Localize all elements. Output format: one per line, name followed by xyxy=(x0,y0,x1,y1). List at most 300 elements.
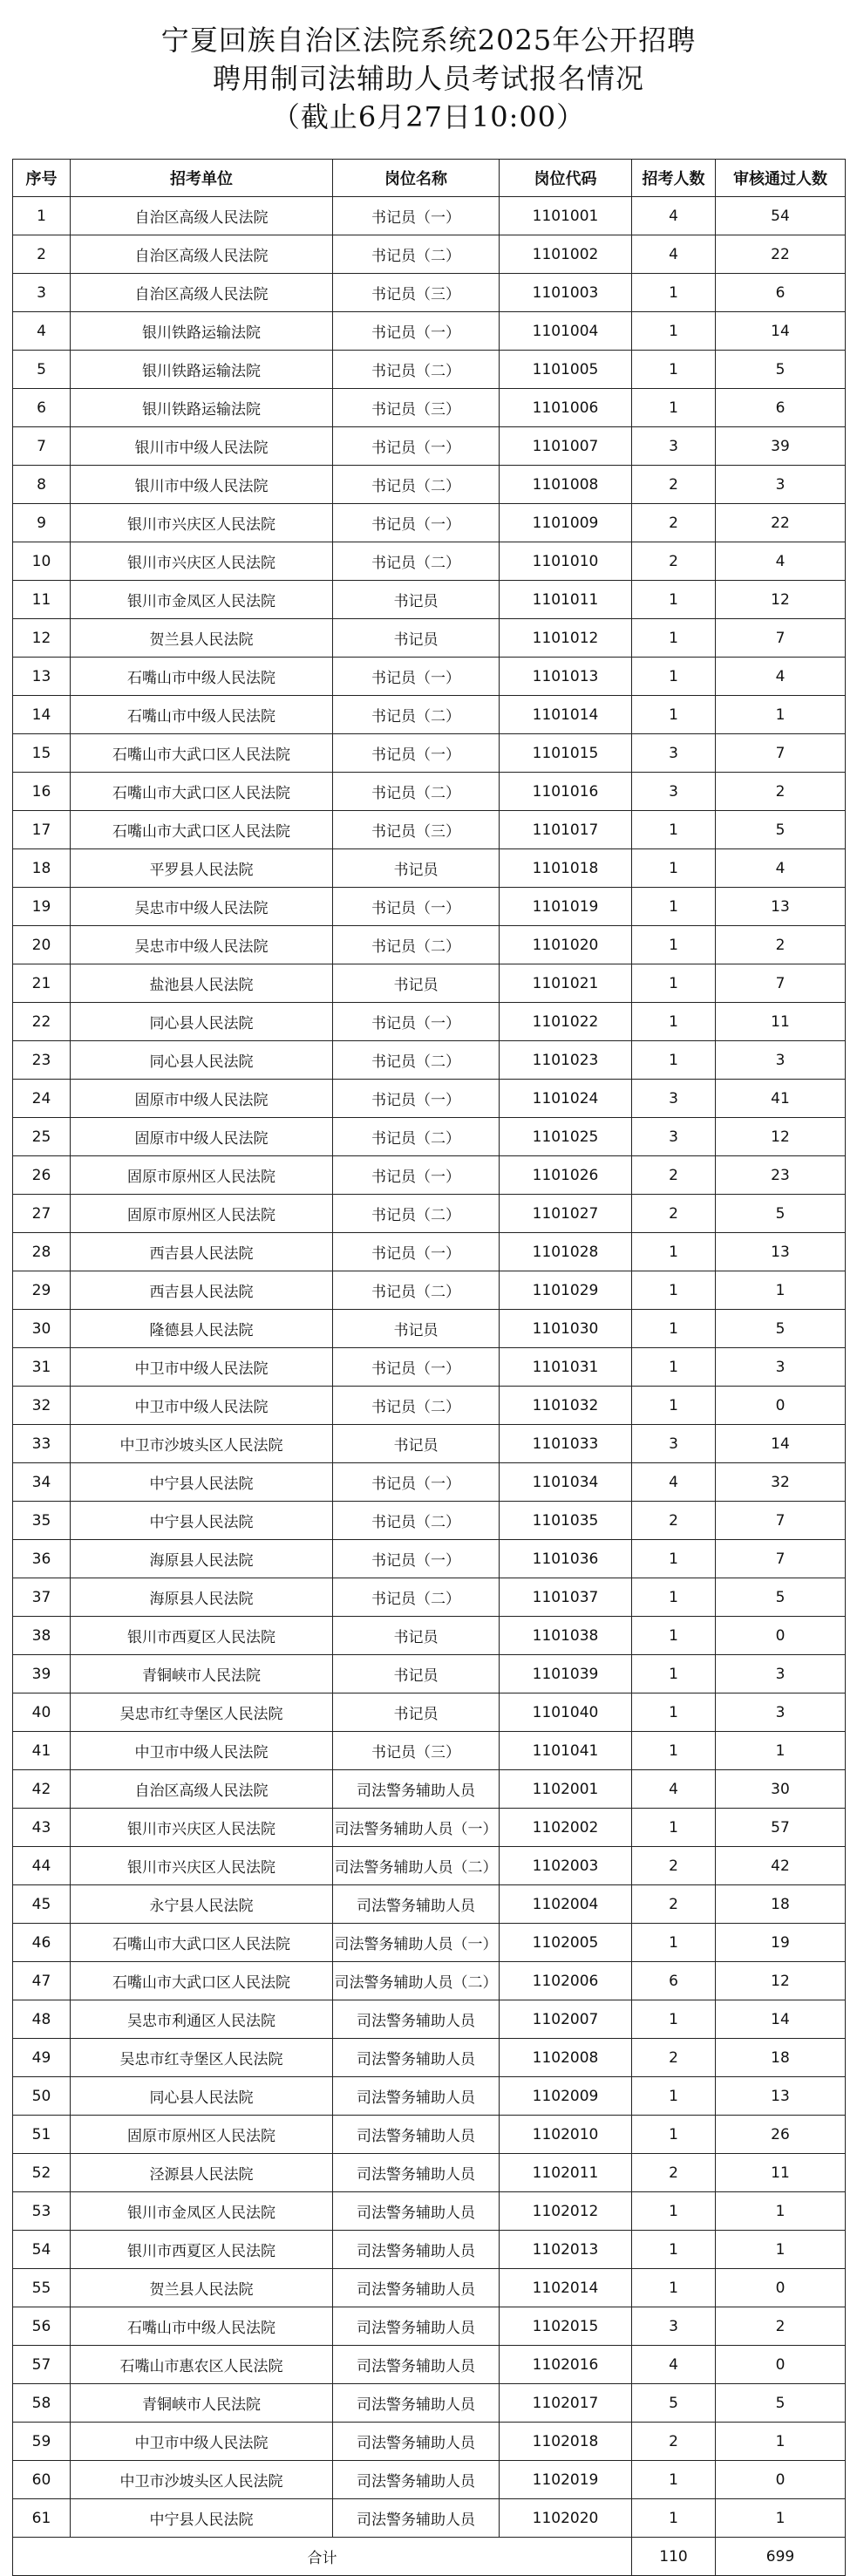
table-row xyxy=(13,1617,846,1655)
cell-code: 1101002 xyxy=(500,235,632,274)
cell-passed-count: 11 xyxy=(716,1003,846,1041)
cell-unit: 青铜峡市人民法院 xyxy=(71,1655,333,1693)
cell-code: 1101029 xyxy=(500,1271,632,1310)
cell-code: 1101011 xyxy=(500,581,632,619)
cell-unit: 银川市兴庆区人民法院 xyxy=(71,504,333,542)
cell-position: 书记员（二） xyxy=(333,1387,500,1425)
table-row xyxy=(13,1809,846,1847)
cell-passed-count: 1 xyxy=(716,2499,846,2538)
cell-code: 1101032 xyxy=(500,1387,632,1425)
cell-passed-count: 4 xyxy=(716,658,846,696)
cell-passed-count: 4 xyxy=(716,542,846,581)
cell-index: 42 xyxy=(13,1770,71,1809)
cell-unit: 盐池县人民法院 xyxy=(71,964,333,1003)
cell-recruit-count: 1 xyxy=(632,1578,716,1617)
cell-code: 1101040 xyxy=(500,1693,632,1732)
header-code: 岗位代码 xyxy=(500,160,632,197)
cell-code: 1101031 xyxy=(500,1348,632,1387)
cell-code: 1102006 xyxy=(500,1962,632,2000)
table-row xyxy=(13,2077,846,2116)
table-body xyxy=(13,197,846,2538)
cell-index: 45 xyxy=(13,1885,71,1924)
cell-position: 书记员（二） xyxy=(333,926,500,964)
cell-passed-count: 0 xyxy=(716,2346,846,2384)
cell-index: 3 xyxy=(13,274,71,312)
cell-passed-count: 39 xyxy=(716,427,846,466)
cell-position: 司法警务辅助人员 xyxy=(333,2346,500,2384)
table-row xyxy=(13,351,846,389)
cell-position: 书记员（二） xyxy=(333,1578,500,1617)
cell-unit: 贺兰县人民法院 xyxy=(71,2269,333,2307)
cell-code: 1101004 xyxy=(500,312,632,351)
cell-unit: 海原县人民法院 xyxy=(71,1578,333,1617)
table-row xyxy=(13,849,846,888)
cell-unit: 吴忠市中级人民法院 xyxy=(71,888,333,926)
table-row xyxy=(13,1041,846,1080)
cell-recruit-count: 3 xyxy=(632,427,716,466)
cell-index: 16 xyxy=(13,773,71,811)
cell-unit: 中宁县人民法院 xyxy=(71,1502,333,1540)
cell-unit: 中卫市中级人民法院 xyxy=(71,1732,333,1770)
cell-index: 32 xyxy=(13,1387,71,1425)
cell-position: 书记员（一） xyxy=(333,1080,500,1118)
cell-code: 1101026 xyxy=(500,1156,632,1195)
cell-passed-count: 1 xyxy=(716,1271,846,1310)
cell-code: 1101023 xyxy=(500,1041,632,1080)
table-row xyxy=(13,1962,846,2000)
table-row xyxy=(13,2461,846,2499)
cell-passed-count: 3 xyxy=(716,466,846,504)
cell-position: 司法警务辅助人员 xyxy=(333,2307,500,2346)
cell-unit: 银川市西夏区人民法院 xyxy=(71,1617,333,1655)
cell-position: 书记员（二） xyxy=(333,235,500,274)
cell-index: 4 xyxy=(13,312,71,351)
cell-code: 1102001 xyxy=(500,1770,632,1809)
cell-unit: 中卫市沙坡头区人民法院 xyxy=(71,1425,333,1463)
cell-position: 书记员（二） xyxy=(333,1118,500,1156)
cell-passed-count: 0 xyxy=(716,1617,846,1655)
cell-recruit-count: 1 xyxy=(632,2000,716,2039)
total-recruit: 110 xyxy=(632,2538,716,2576)
cell-recruit-count: 1 xyxy=(632,1348,716,1387)
table-row xyxy=(13,1271,846,1310)
title-block xyxy=(0,0,857,133)
cell-unit: 银川市金凤区人民法院 xyxy=(71,581,333,619)
cell-position: 书记员 xyxy=(333,1617,500,1655)
cell-recruit-count: 1 xyxy=(632,658,716,696)
cell-position: 书记员 xyxy=(333,1693,500,1732)
cell-unit: 吴忠市红寺堡区人民法院 xyxy=(71,1693,333,1732)
cell-code: 1102020 xyxy=(500,2499,632,2538)
cell-position: 书记员（二） xyxy=(333,1502,500,1540)
cell-unit: 银川市西夏区人民法院 xyxy=(71,2231,333,2269)
cell-recruit-count: 1 xyxy=(632,2116,716,2154)
cell-passed-count: 12 xyxy=(716,581,846,619)
table-row xyxy=(13,197,846,235)
cell-index: 47 xyxy=(13,1962,71,2000)
cell-position: 司法警务辅助人员 xyxy=(333,2423,500,2461)
cell-index: 49 xyxy=(13,2039,71,2077)
cell-unit: 固原市原州区人民法院 xyxy=(71,2116,333,2154)
cell-position: 书记员（一） xyxy=(333,197,500,235)
cell-recruit-count: 1 xyxy=(632,964,716,1003)
cell-position: 书记员 xyxy=(333,1425,500,1463)
cell-unit: 银川铁路运输法院 xyxy=(71,389,333,427)
cell-unit: 石嘴山市中级人民法院 xyxy=(71,696,333,734)
table-row xyxy=(13,2307,846,2346)
cell-recruit-count: 2 xyxy=(632,2423,716,2461)
table-row xyxy=(13,1195,846,1233)
cell-unit: 中宁县人民法院 xyxy=(71,2499,333,2538)
cell-index: 6 xyxy=(13,389,71,427)
cell-index: 33 xyxy=(13,1425,71,1463)
cell-code: 1101028 xyxy=(500,1233,632,1271)
cell-recruit-count: 1 xyxy=(632,351,716,389)
cell-index: 1 xyxy=(13,197,71,235)
cell-recruit-count: 2 xyxy=(632,1195,716,1233)
header-recruit-count: 招考人数 xyxy=(632,160,716,197)
cell-unit: 石嘴山市大武口区人民法院 xyxy=(71,773,333,811)
cell-recruit-count: 2 xyxy=(632,542,716,581)
header-position: 岗位名称 xyxy=(333,160,500,197)
cell-code: 1101018 xyxy=(500,849,632,888)
cell-code: 1101038 xyxy=(500,1617,632,1655)
cell-index: 37 xyxy=(13,1578,71,1617)
cell-unit: 青铜峡市人民法院 xyxy=(71,2384,333,2423)
cell-position: 书记员（二） xyxy=(333,351,500,389)
cell-unit: 固原市中级人民法院 xyxy=(71,1118,333,1156)
cell-position: 书记员（一） xyxy=(333,1003,500,1041)
cell-unit: 石嘴山市大武口区人民法院 xyxy=(71,811,333,849)
cell-recruit-count: 3 xyxy=(632,1080,716,1118)
cell-position: 司法警务辅助人员 xyxy=(333,2077,500,2116)
cell-unit: 银川市兴庆区人民法院 xyxy=(71,1847,333,1885)
cell-passed-count: 42 xyxy=(716,1847,846,1885)
cell-code: 1102009 xyxy=(500,2077,632,2116)
cell-unit: 西吉县人民法院 xyxy=(71,1271,333,1310)
cell-passed-count: 1 xyxy=(716,2423,846,2461)
cell-recruit-count: 2 xyxy=(632,2039,716,2077)
cell-passed-count: 5 xyxy=(716,351,846,389)
cell-index: 24 xyxy=(13,1080,71,1118)
cell-passed-count: 3 xyxy=(716,1655,846,1693)
cell-recruit-count: 4 xyxy=(632,235,716,274)
cell-code: 1101017 xyxy=(500,811,632,849)
cell-index: 38 xyxy=(13,1617,71,1655)
cell-unit: 平罗县人民法院 xyxy=(71,849,333,888)
cell-unit: 石嘴山市中级人民法院 xyxy=(71,2307,333,2346)
table-row xyxy=(13,2384,846,2423)
table-row xyxy=(13,696,846,734)
table-row xyxy=(13,427,846,466)
cell-position: 司法警务辅助人员 xyxy=(333,2192,500,2231)
cell-unit: 永宁县人民法院 xyxy=(71,1885,333,1924)
cell-index: 48 xyxy=(13,2000,71,2039)
cell-index: 10 xyxy=(13,542,71,581)
cell-code: 1102015 xyxy=(500,2307,632,2346)
cell-position: 司法警务辅助人员（二） xyxy=(333,1962,500,2000)
cell-unit: 同心县人民法院 xyxy=(71,1003,333,1041)
table-row xyxy=(13,1463,846,1502)
table-row xyxy=(13,1770,846,1809)
cell-code: 1102002 xyxy=(500,1809,632,1847)
cell-unit: 中卫市沙坡头区人民法院 xyxy=(71,2461,333,2499)
cell-recruit-count: 1 xyxy=(632,1387,716,1425)
cell-passed-count: 18 xyxy=(716,2039,846,2077)
header-unit: 招考单位 xyxy=(71,160,333,197)
cell-position: 书记员（三） xyxy=(333,274,500,312)
cell-passed-count: 7 xyxy=(716,1540,846,1578)
cell-position: 司法警务辅助人员 xyxy=(333,1770,500,1809)
cell-code: 1102011 xyxy=(500,2154,632,2192)
cell-code: 1102012 xyxy=(500,2192,632,2231)
cell-code: 1102008 xyxy=(500,2039,632,2077)
cell-recruit-count: 1 xyxy=(632,1233,716,1271)
cell-recruit-count: 6 xyxy=(632,1962,716,2000)
table-row xyxy=(13,964,846,1003)
cell-position: 书记员（二） xyxy=(333,1195,500,1233)
cell-position: 书记员（三） xyxy=(333,1732,500,1770)
cell-index: 14 xyxy=(13,696,71,734)
table-row xyxy=(13,1578,846,1617)
cell-index: 54 xyxy=(13,2231,71,2269)
cell-code: 1102004 xyxy=(500,1885,632,1924)
cell-passed-count: 3 xyxy=(716,1348,846,1387)
cell-index: 52 xyxy=(13,2154,71,2192)
cell-position: 书记员 xyxy=(333,581,500,619)
cell-unit: 吴忠市中级人民法院 xyxy=(71,926,333,964)
total-row xyxy=(13,2538,846,2576)
table-row xyxy=(13,2192,846,2231)
cell-position: 书记员 xyxy=(333,619,500,658)
cell-passed-count: 5 xyxy=(716,811,846,849)
cell-passed-count: 1 xyxy=(716,2231,846,2269)
cell-recruit-count: 2 xyxy=(632,2154,716,2192)
cell-index: 18 xyxy=(13,849,71,888)
cell-passed-count: 11 xyxy=(716,2154,846,2192)
table-row xyxy=(13,312,846,351)
cell-unit: 中卫市中级人民法院 xyxy=(71,1348,333,1387)
cell-index: 23 xyxy=(13,1041,71,1080)
cell-code: 1102019 xyxy=(500,2461,632,2499)
cell-recruit-count: 1 xyxy=(632,926,716,964)
cell-index: 5 xyxy=(13,351,71,389)
cell-unit: 银川市兴庆区人民法院 xyxy=(71,1809,333,1847)
table-row xyxy=(13,1885,846,1924)
cell-index: 15 xyxy=(13,734,71,773)
cell-position: 书记员（一） xyxy=(333,734,500,773)
table-row xyxy=(13,1118,846,1156)
cell-index: 21 xyxy=(13,964,71,1003)
cell-passed-count: 14 xyxy=(716,1425,846,1463)
cell-index: 44 xyxy=(13,1847,71,1885)
cell-passed-count: 3 xyxy=(716,1693,846,1732)
cell-index: 35 xyxy=(13,1502,71,1540)
cell-index: 20 xyxy=(13,926,71,964)
table-row xyxy=(13,235,846,274)
cell-code: 1101009 xyxy=(500,504,632,542)
cell-index: 17 xyxy=(13,811,71,849)
table-row xyxy=(13,2039,846,2077)
cell-position: 司法警务辅助人员 xyxy=(333,2461,500,2499)
cell-code: 1101012 xyxy=(500,619,632,658)
cell-code: 1101034 xyxy=(500,1463,632,1502)
table-row xyxy=(13,1425,846,1463)
cell-recruit-count: 1 xyxy=(632,1271,716,1310)
cell-passed-count: 6 xyxy=(716,274,846,312)
cell-index: 22 xyxy=(13,1003,71,1041)
table-row xyxy=(13,658,846,696)
cell-passed-count: 30 xyxy=(716,1770,846,1809)
table-row xyxy=(13,1387,846,1425)
cell-code: 1101003 xyxy=(500,274,632,312)
cell-position: 书记员（一） xyxy=(333,312,500,351)
cell-recruit-count: 1 xyxy=(632,274,716,312)
cell-code: 1102007 xyxy=(500,2000,632,2039)
cell-code: 1102010 xyxy=(500,2116,632,2154)
cell-recruit-count: 1 xyxy=(632,2499,716,2538)
cell-position: 书记员（三） xyxy=(333,389,500,427)
cell-passed-count: 5 xyxy=(716,1310,846,1348)
cell-unit: 石嘴山市中级人民法院 xyxy=(71,658,333,696)
cell-position: 司法警务辅助人员（一） xyxy=(333,1809,500,1847)
cell-passed-count: 7 xyxy=(716,619,846,658)
cell-recruit-count: 1 xyxy=(632,849,716,888)
cell-code: 1101039 xyxy=(500,1655,632,1693)
table-row xyxy=(13,1080,846,1118)
cell-unit: 石嘴山市大武口区人民法院 xyxy=(71,1924,333,1962)
table-row xyxy=(13,2000,846,2039)
cell-position: 书记员 xyxy=(333,849,500,888)
cell-recruit-count: 1 xyxy=(632,696,716,734)
cell-unit: 银川铁路运输法院 xyxy=(71,351,333,389)
cell-position: 书记员（三） xyxy=(333,811,500,849)
cell-recruit-count: 1 xyxy=(632,1041,716,1080)
cell-position: 司法警务辅助人员 xyxy=(333,2154,500,2192)
cell-unit: 西吉县人民法院 xyxy=(71,1233,333,1271)
cell-index: 51 xyxy=(13,2116,71,2154)
cell-passed-count: 13 xyxy=(716,888,846,926)
cell-code: 1101030 xyxy=(500,1310,632,1348)
cell-index: 9 xyxy=(13,504,71,542)
cell-unit: 隆德县人民法院 xyxy=(71,1310,333,1348)
cell-position: 司法警务辅助人员（一） xyxy=(333,1924,500,1962)
cell-unit: 自治区高级人民法院 xyxy=(71,1770,333,1809)
cell-unit: 银川市中级人民法院 xyxy=(71,466,333,504)
cell-passed-count: 57 xyxy=(716,1809,846,1847)
table-row xyxy=(13,811,846,849)
cell-position: 书记员（一） xyxy=(333,1540,500,1578)
cell-code: 1101005 xyxy=(500,351,632,389)
cell-recruit-count: 1 xyxy=(632,1655,716,1693)
table-row xyxy=(13,1348,846,1387)
cell-recruit-count: 1 xyxy=(632,1310,716,1348)
cell-position: 书记员 xyxy=(333,1310,500,1348)
cell-recruit-count: 3 xyxy=(632,1425,716,1463)
cell-code: 1101006 xyxy=(500,389,632,427)
cell-recruit-count: 4 xyxy=(632,197,716,235)
table-row xyxy=(13,1156,846,1195)
cell-index: 27 xyxy=(13,1195,71,1233)
cell-recruit-count: 1 xyxy=(632,1809,716,1847)
cell-passed-count: 12 xyxy=(716,1962,846,2000)
cell-index: 8 xyxy=(13,466,71,504)
cell-index: 34 xyxy=(13,1463,71,1502)
cell-index: 56 xyxy=(13,2307,71,2346)
cell-recruit-count: 5 xyxy=(632,2384,716,2423)
table-row xyxy=(13,1310,846,1348)
cell-passed-count: 3 xyxy=(716,1041,846,1080)
cell-code: 1101035 xyxy=(500,1502,632,1540)
table-row xyxy=(13,773,846,811)
cell-passed-count: 4 xyxy=(716,849,846,888)
cell-index: 36 xyxy=(13,1540,71,1578)
total-label: 合计 xyxy=(13,2538,632,2576)
cell-passed-count: 41 xyxy=(716,1080,846,1118)
cell-recruit-count: 1 xyxy=(632,312,716,351)
cell-position: 书记员（二） xyxy=(333,1271,500,1310)
cell-unit: 石嘴山市大武口区人民法院 xyxy=(71,734,333,773)
cell-position: 书记员（一） xyxy=(333,1156,500,1195)
cell-code: 1101025 xyxy=(500,1118,632,1156)
cell-recruit-count: 1 xyxy=(632,2077,716,2116)
cell-code: 1101019 xyxy=(500,888,632,926)
cell-recruit-count: 1 xyxy=(632,619,716,658)
table-row xyxy=(13,1003,846,1041)
cell-unit: 固原市原州区人民法院 xyxy=(71,1195,333,1233)
cell-unit: 贺兰县人民法院 xyxy=(71,619,333,658)
table-row xyxy=(13,1847,846,1885)
table-row xyxy=(13,888,846,926)
cell-passed-count: 18 xyxy=(716,1885,846,1924)
cell-index: 11 xyxy=(13,581,71,619)
cell-recruit-count: 1 xyxy=(632,2192,716,2231)
cell-code: 1102003 xyxy=(500,1847,632,1885)
cell-recruit-count: 1 xyxy=(632,1617,716,1655)
cell-passed-count: 1 xyxy=(716,696,846,734)
cell-unit: 自治区高级人民法院 xyxy=(71,197,333,235)
cell-unit: 吴忠市红寺堡区人民法院 xyxy=(71,2039,333,2077)
cell-index: 55 xyxy=(13,2269,71,2307)
cell-unit: 中卫市中级人民法院 xyxy=(71,2423,333,2461)
cell-passed-count: 14 xyxy=(716,2000,846,2039)
table-row xyxy=(13,2231,846,2269)
cell-code: 1101015 xyxy=(500,734,632,773)
cell-position: 司法警务辅助人员 xyxy=(333,2039,500,2077)
cell-unit: 同心县人民法院 xyxy=(71,2077,333,2116)
cell-passed-count: 7 xyxy=(716,1502,846,1540)
cell-position: 书记员（二） xyxy=(333,466,500,504)
cell-unit: 海原县人民法院 xyxy=(71,1540,333,1578)
cell-index: 58 xyxy=(13,2384,71,2423)
cell-recruit-count: 4 xyxy=(632,1463,716,1502)
table-row xyxy=(13,2154,846,2192)
table-row xyxy=(13,466,846,504)
cell-recruit-count: 1 xyxy=(632,888,716,926)
table-row xyxy=(13,504,846,542)
cell-unit: 石嘴山市惠农区人民法院 xyxy=(71,2346,333,2384)
cell-passed-count: 19 xyxy=(716,1924,846,1962)
cell-unit: 自治区高级人民法院 xyxy=(71,235,333,274)
cell-code: 1101041 xyxy=(500,1732,632,1770)
cell-position: 书记员（一） xyxy=(333,1463,500,1502)
cell-code: 1102016 xyxy=(500,2346,632,2384)
cell-index: 39 xyxy=(13,1655,71,1693)
table-row xyxy=(13,1233,846,1271)
cell-unit: 银川市中级人民法院 xyxy=(71,427,333,466)
cell-recruit-count: 3 xyxy=(632,2307,716,2346)
cell-code: 1101007 xyxy=(500,427,632,466)
